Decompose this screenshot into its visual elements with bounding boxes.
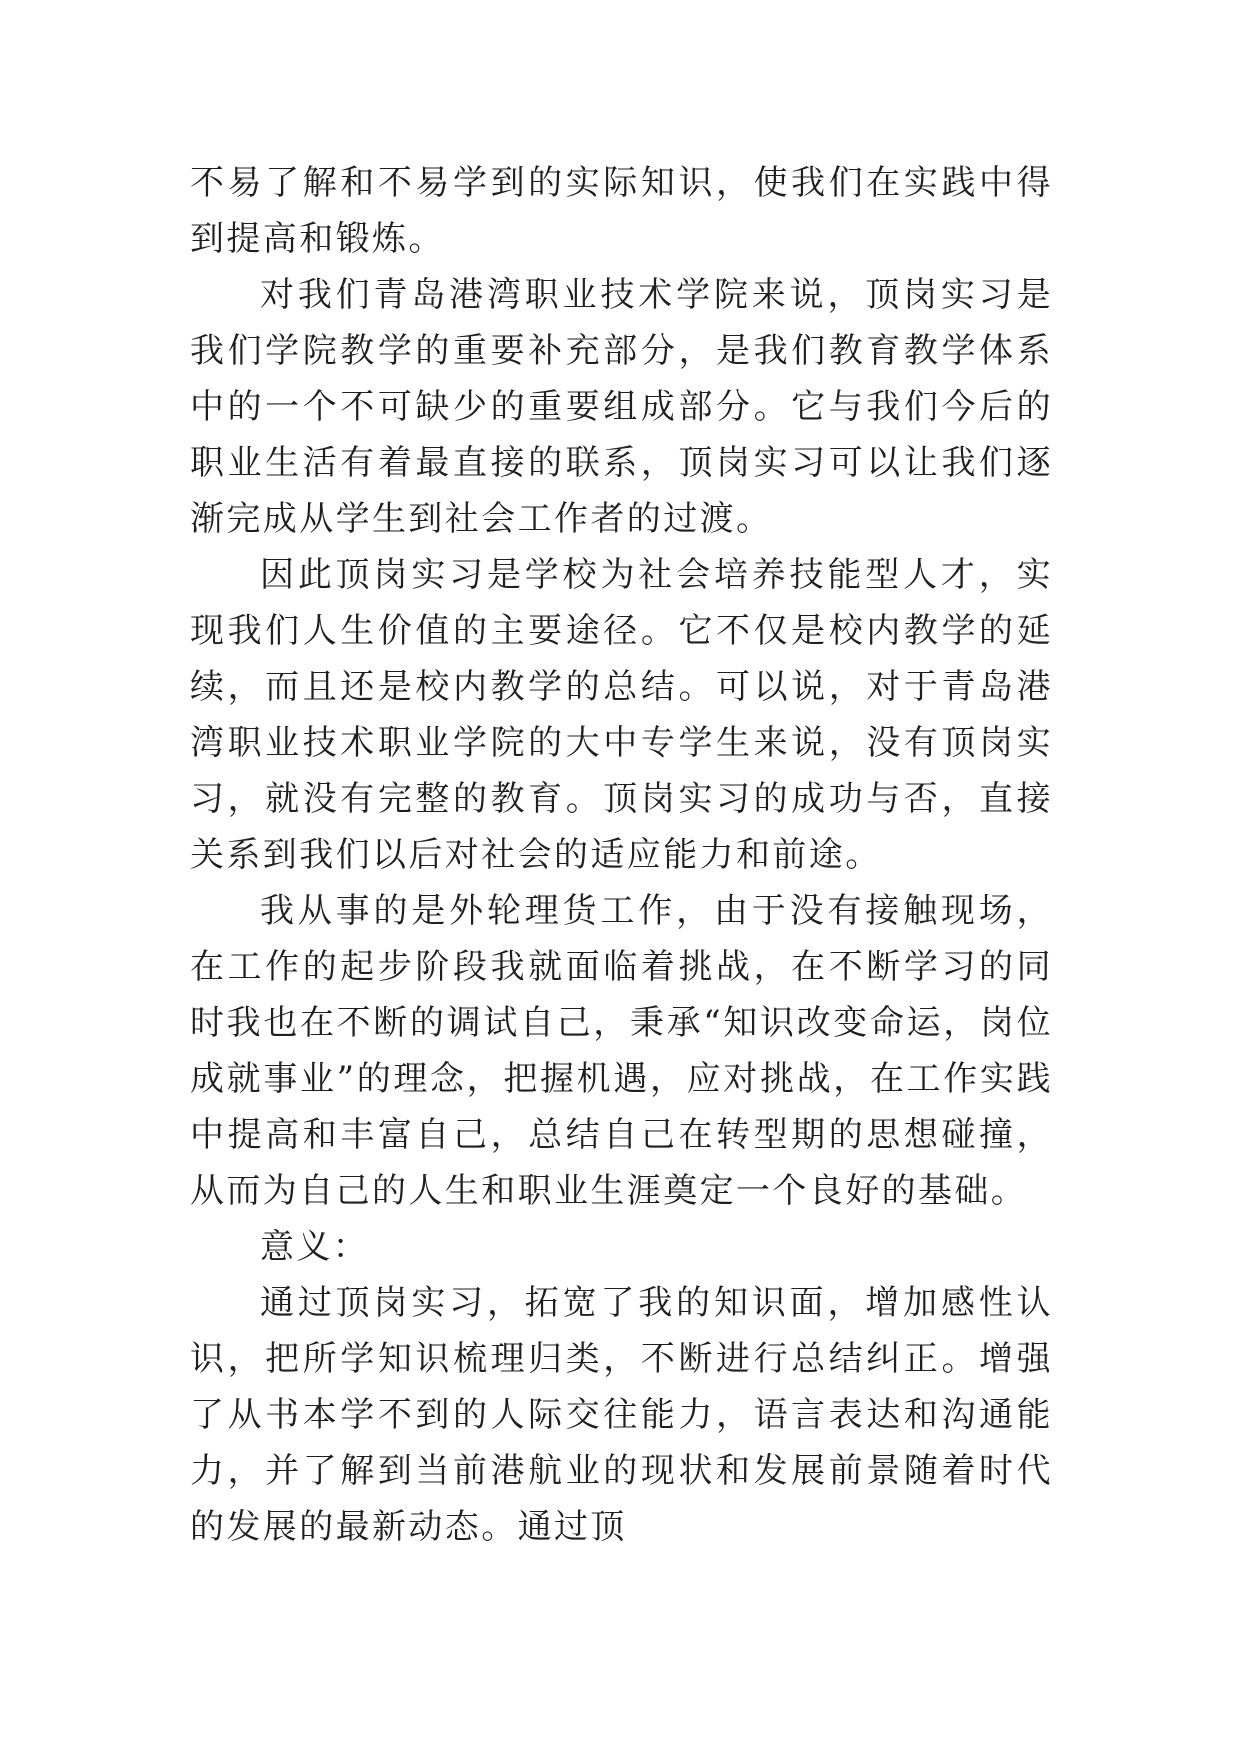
paragraph: 对我们青岛港湾职业技术学院来说，顶岗实习是我们学院教学的重要补充部分，是我们教育教学体系中的一个不可缺少的重要组成部分。它与我们今后的职业生活有着最直接的联系，顶岗实习可以让我们逐渐完成从学生到社会工作者的过渡。 xyxy=(190,275,1053,539)
paragraph: 因此顶岗实习是学校为社会培养技能型人才，实现我们人生价值的主要途径。它不仅是校内教学的延续，而且还是校内教学的总结。可以说，对于青岛港湾职业技术职业学院的大中专学生来说，没有顶岗实习，就没有完整的教育。顶岗实习的成功与否，直接关系到我们以后对社会的适应能力和前途。 xyxy=(190,555,1053,875)
document-body xyxy=(190,155,1053,1555)
paragraph: 不易了解和不易学到的实际知识，使我们在实践中得到提高和锻炼。 xyxy=(190,163,1053,259)
paragraph: 通过顶岗实习，拓宽了我的知识面，增加感性认识，把所学知识梳理归类，不断进行总结纠正。增强了从书本学不到的人际交往能力，语言表达和沟通能力，并了解到当前港航业的现状和发展前景随着时代的发展的最新动态。通过顶 xyxy=(190,1283,1053,1547)
paragraph: 我从事的是外轮理货工作，由于没有接触现场，在工作的起步阶段我就面临着挑战，在不断学习的同时我也在不断的调试自己，秉承“知识改变命运，岗位成就事业”的理念，把握机遇，应对挑战，在工作实践中提高和丰富自己，总结自己在转型期的思想碰撞，从而为自己的人生和职业生涯奠定一个良好的基础。 xyxy=(190,891,1053,1211)
section-heading: 意义： xyxy=(260,1227,370,1267)
